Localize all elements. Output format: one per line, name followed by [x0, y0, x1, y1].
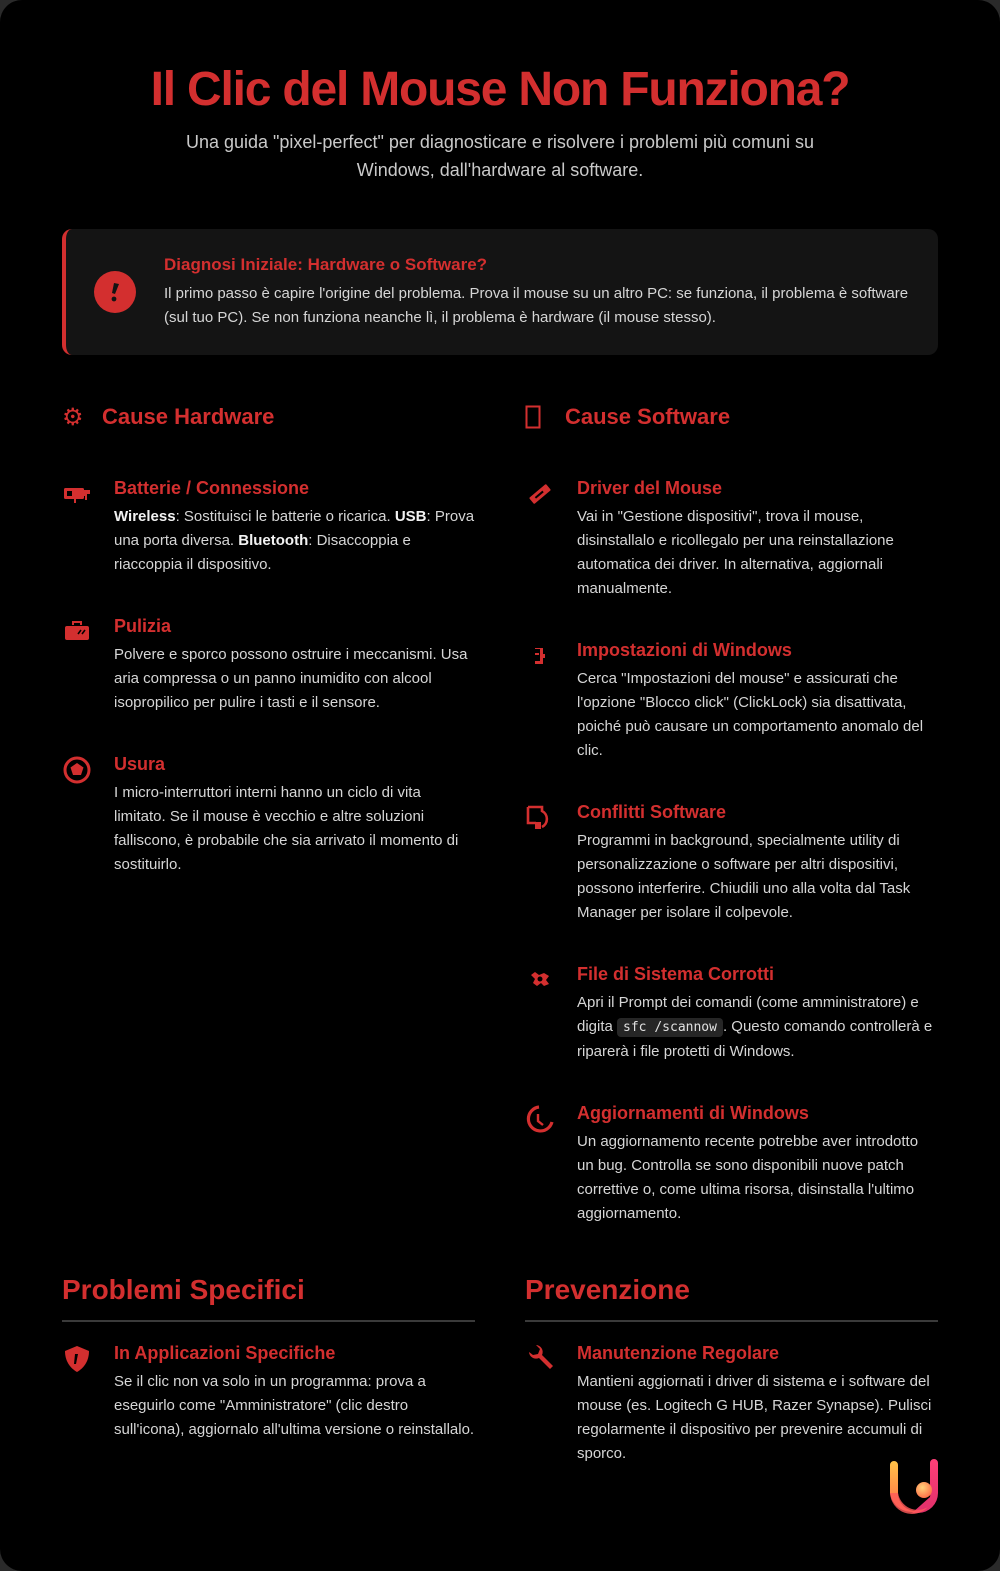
list-item	[62, 477, 475, 577]
worn-pentagon-circle-icon	[62, 753, 114, 877]
item-text: I micro-interruttori interni hanno un ciclo di vita limitato. Se il mouse è vecchio e altre soluzioni falliscono, è probabile che sia arrivato il momento di sostituirlo.	[114, 784, 459, 873]
causes-columns	[62, 397, 938, 1264]
item-title: Pulizia	[114, 616, 172, 636]
prevention-heading: Prevenzione	[525, 1270, 938, 1322]
list-item	[525, 477, 938, 601]
diagnosis-callout	[62, 229, 938, 355]
item-text: Se il clic non va solo in un programma: prova a eseguirlo come "Amministratore" (clic destro sull'icona), aggiornalo all'ultima versione o reinstallalo.	[114, 1373, 475, 1438]
list-item	[62, 753, 475, 877]
missing-glyph-icon	[525, 405, 551, 429]
list-item	[525, 963, 938, 1064]
hardware-heading: Cause Hardware	[102, 404, 275, 429]
prevention-section	[525, 1270, 938, 1504]
item-title: Impostazioni di Windows	[577, 640, 792, 660]
brand-logo-icon	[884, 1457, 954, 1527]
software-section	[525, 397, 938, 1264]
bottom-columns	[62, 1270, 938, 1504]
item-text: Vai in "Gestione dispositivi", trova il mouse, disinstallalo e ricollegalo per una reinstallazione automatica dei driver. In alternativa, aggiornali manualmente.	[577, 508, 894, 597]
toolbox-icon	[62, 615, 114, 715]
wrench-icon	[525, 1342, 577, 1466]
item-title: Usura	[114, 754, 166, 774]
list-item	[525, 639, 938, 763]
broken-file-icon	[525, 963, 577, 1064]
item-text: Polvere e sporco possono ostruire i meccanismi. Usa aria compressa o un panno inumidito con alcool isopropilico per pulire i tasti e il sensore.	[114, 646, 468, 711]
list-item	[62, 615, 475, 715]
item-text: Programmi in background, specialmente utility di personalizzazione o software per altri dispositivi, possono interferire. Chiudili uno alla volta dal Task Manager per isolare il colpevole.	[577, 832, 911, 921]
command-code: sfc /scannow	[617, 1018, 723, 1037]
gear-icon: ⚙	[62, 403, 84, 431]
item-text: Cerca "Impostazioni del mouse" e assicurati che l'opzione "Blocco click" (ClickLock) sia disattivata, poiché può causare un comportamento anomalo del clic.	[577, 670, 924, 759]
hardware-section	[62, 397, 475, 1264]
hero	[62, 0, 938, 184]
page-subtitle: Una guida "pixel-perfect" per diagnosticare e risolvere i problemi più comuni su Windows, dall'hardware al software.	[185, 132, 815, 180]
list-item	[525, 1342, 938, 1466]
screen-conflict-icon	[525, 801, 577, 925]
callout-text: Il primo passo è capire l'origine del problema. Prova il mouse su un altro PC: se funziona, il problema è software (sul tuo PC). Se non funziona neanche lì, il problema è hardware (il mouse stesso).	[164, 285, 909, 326]
item-title: File di Sistema Corrotti	[577, 964, 775, 984]
specific-heading: Problemi Specifici	[62, 1270, 475, 1322]
item-text: Mantieni aggiornati i driver di sistema e i software del mouse (es. Logitech G HUB, Razer Synapse). Pulisci regolarmente il dispositivo per prevenire accumuli di sporco.	[577, 1373, 932, 1462]
specific-problems-section	[62, 1270, 475, 1504]
history-clock-icon	[525, 1102, 577, 1226]
usb-stick-icon	[525, 477, 577, 601]
item-title: Driver del Mouse	[577, 478, 723, 498]
item-title: Aggiornamenti di Windows	[577, 1103, 809, 1123]
list-item	[525, 801, 938, 925]
exclamation-circle-icon	[94, 271, 136, 313]
item-text: Apri il Prompt dei comandi (come amministratore) e digita sfc /scannow . Questo comando controllerà e riparerà i file protetti di Windows.	[577, 994, 933, 1060]
item-text: Un aggiornamento recente potrebbe aver introdotto un bug. Controlla se sono disponibili nuove patch correttive o, come ultima risorsa, disinstalla l'ultimo aggiornamento.	[577, 1133, 919, 1222]
item-title: Batterie / Connessione	[114, 478, 310, 498]
software-heading: Cause Software	[565, 404, 731, 429]
list-item	[62, 1342, 475, 1442]
battery-plug-icon	[62, 477, 114, 577]
list-item	[525, 1102, 938, 1226]
callout-title: Diagnosi Iniziale: Hardware o Software?	[164, 255, 488, 274]
shield-icon	[62, 1342, 114, 1442]
settings-bracket-icon	[525, 639, 577, 763]
item-title: Manutenzione Regolare	[577, 1343, 780, 1363]
item-text: Wireless: Sostituisci le batterie o ricarica. USB: Prova una porta diversa. Bluetooth: Disaccoppia e riaccoppia il dispositivo.	[114, 508, 475, 573]
item-title: In Applicazioni Specifiche	[114, 1343, 336, 1363]
item-title: Conflitti Software	[577, 802, 726, 822]
page-title: Il Clic del Mouse Non Funziona?	[150, 63, 850, 116]
